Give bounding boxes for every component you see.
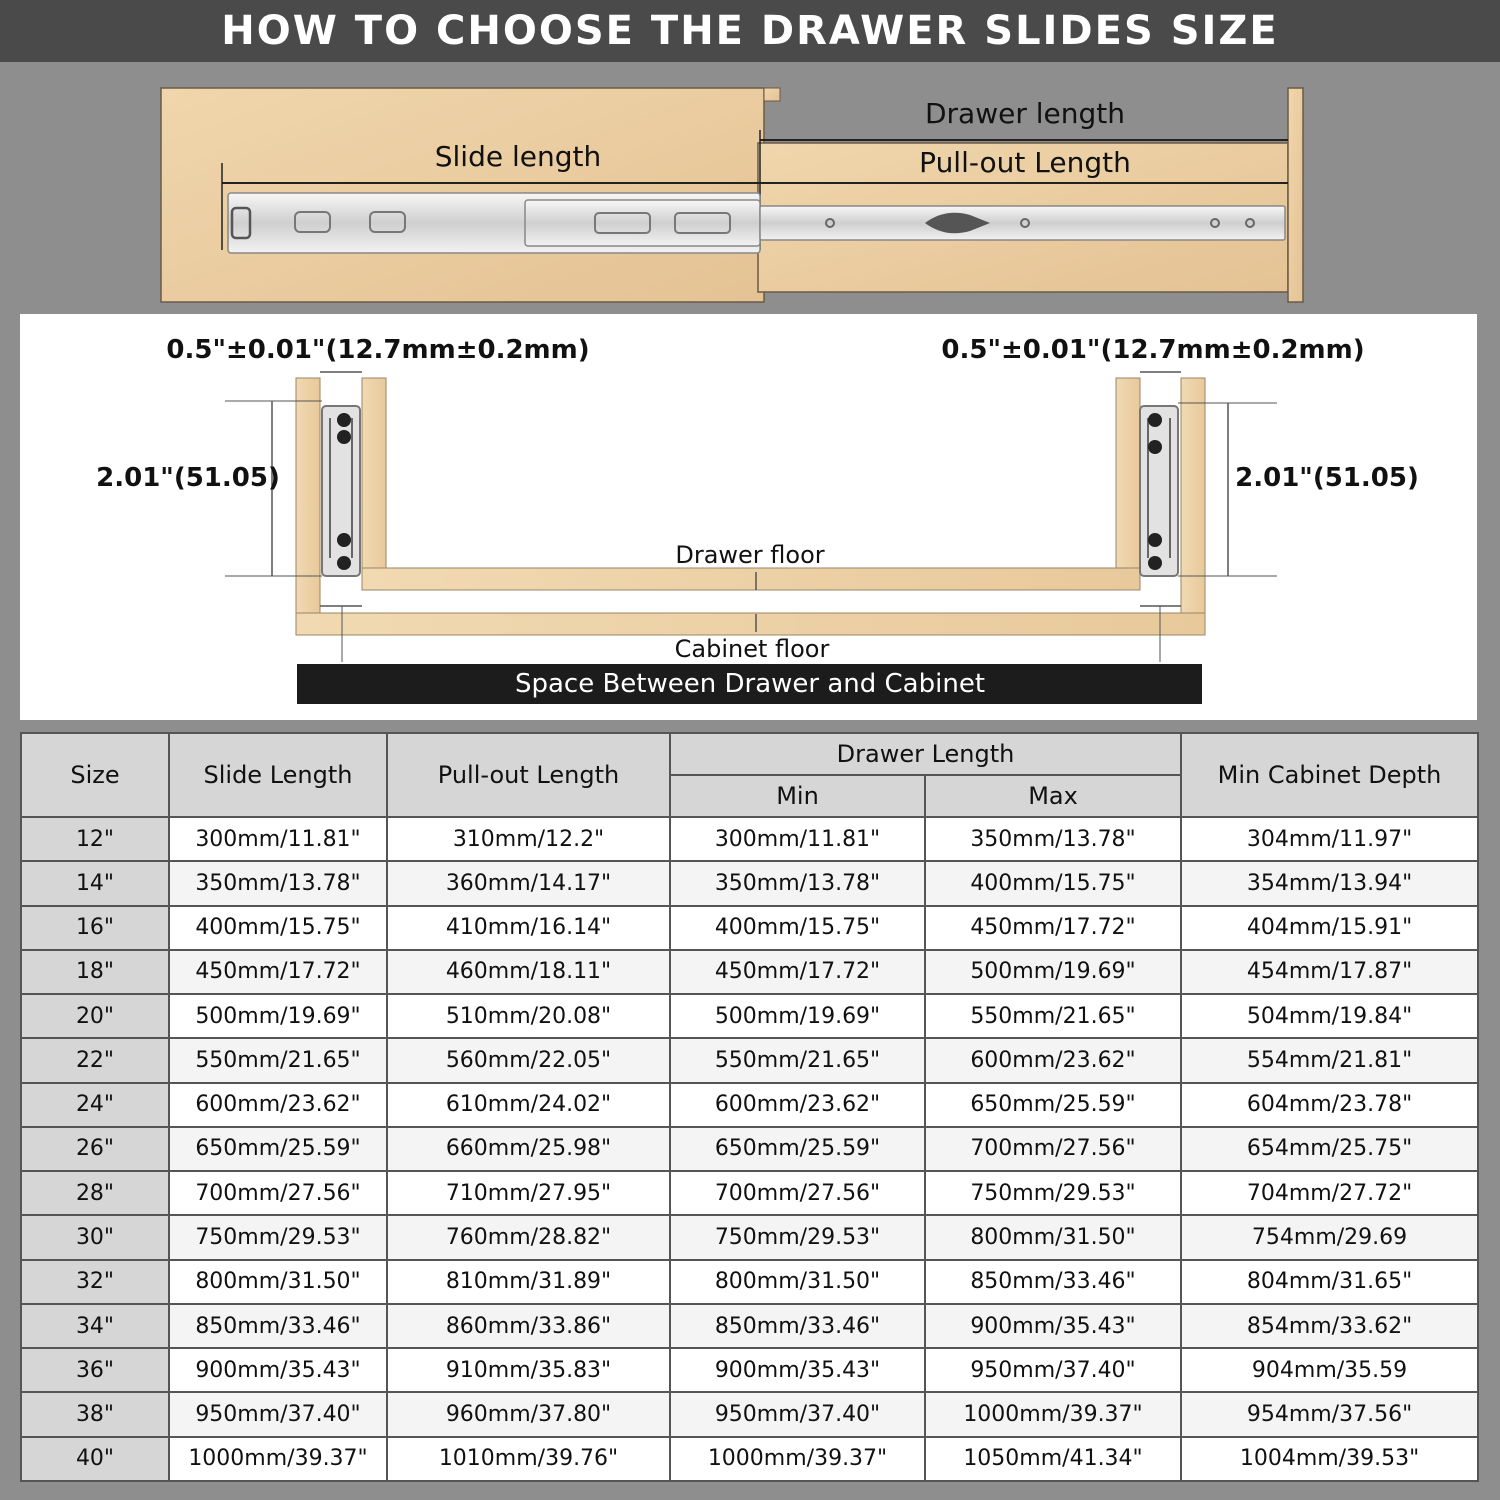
table-cell: 304mm/11.97" [1181, 817, 1478, 861]
table-cell: 700mm/27.56" [169, 1171, 387, 1215]
table-row [21, 1127, 1478, 1171]
drawer-floor-label: Drawer floor [675, 541, 825, 569]
table-cell: 960mm/37.80" [387, 1392, 670, 1436]
table-cell: 1000mm/39.37" [670, 1437, 925, 1481]
table-cell: 460mm/18.11" [387, 950, 670, 994]
space-bar-label: Space Between Drawer and Cabinet [514, 669, 986, 699]
cabinet-floor [296, 613, 1205, 635]
size-cell: 26" [21, 1127, 169, 1171]
right-height-label: 2.01"(51.05) [1235, 463, 1419, 493]
table-cell: 704mm/27.72" [1181, 1171, 1478, 1215]
table-cell: 900mm/35.43" [169, 1348, 387, 1392]
table-cell: 800mm/31.50" [670, 1260, 925, 1304]
slide-extension-diagram [0, 62, 1500, 314]
size-cell: 16" [21, 906, 169, 950]
table-cell: 450mm/17.72" [925, 906, 1181, 950]
table-row [21, 1215, 1478, 1259]
table-cell: 650mm/25.59" [925, 1083, 1181, 1127]
drawer-left-wall [362, 378, 386, 590]
right-slide [1140, 406, 1178, 576]
drawer-right-wall [1116, 378, 1140, 590]
table-cell: 804mm/31.65" [1181, 1260, 1478, 1304]
table-row [21, 817, 1478, 861]
table-cell: 400mm/15.75" [670, 906, 925, 950]
table-row [21, 1437, 1478, 1481]
table-cell: 854mm/33.62" [1181, 1304, 1478, 1348]
table-cell: 600mm/23.62" [169, 1083, 387, 1127]
table-cell: 650mm/25.59" [169, 1127, 387, 1171]
size-cell: 24" [21, 1083, 169, 1127]
table-cell: 400mm/15.75" [169, 906, 387, 950]
table-row [21, 906, 1478, 950]
cabinet-right-wall [1181, 378, 1205, 635]
left-gap-label: 0.5"±0.01"(12.7mm±0.2mm) [166, 335, 590, 365]
table-cell: 600mm/23.62" [670, 1083, 925, 1127]
table-cell: 1000mm/39.37" [169, 1437, 387, 1481]
table-cell: 1004mm/39.53" [1181, 1437, 1478, 1481]
table-cell: 1010mm/39.76" [387, 1437, 670, 1481]
table-cell: 910mm/35.83" [387, 1348, 670, 1392]
table-cell: 550mm/21.65" [169, 1038, 387, 1082]
table-row [21, 1038, 1478, 1082]
cabinet-floor-label: Cabinet floor [674, 635, 830, 663]
table-cell: 550mm/21.65" [670, 1038, 925, 1082]
table-cell: 300mm/11.81" [670, 817, 925, 861]
table-cell: 750mm/29.53" [925, 1171, 1181, 1215]
table-row [21, 950, 1478, 994]
middle-rail [525, 200, 760, 246]
table-cell: 700mm/27.56" [925, 1127, 1181, 1171]
table-cell: 354mm/13.94" [1181, 861, 1478, 905]
table-row [21, 1304, 1478, 1348]
size-cell: 22" [21, 1038, 169, 1082]
table-cell: 754mm/29.69 [1181, 1215, 1478, 1259]
header-size: Size [21, 733, 169, 817]
table-cell: 904mm/35.59 [1181, 1348, 1478, 1392]
table-cell: 1000mm/39.37" [925, 1392, 1181, 1436]
table-cell: 410mm/16.14" [387, 906, 670, 950]
table-cell: 610mm/24.02" [387, 1083, 670, 1127]
table-row [21, 1171, 1478, 1215]
size-cell: 38" [21, 1392, 169, 1436]
size-table [20, 732, 1479, 1482]
cabinet-left-wall [296, 378, 320, 635]
table-cell: 650mm/25.59" [670, 1127, 925, 1171]
table-cell: 500mm/19.69" [670, 994, 925, 1038]
size-cell: 14" [21, 861, 169, 905]
table-cell: 500mm/19.69" [169, 994, 387, 1038]
table-cell: 554mm/21.81" [1181, 1038, 1478, 1082]
drawer-floor [362, 568, 1140, 590]
size-table-container [20, 732, 1477, 1482]
inner-rail [760, 206, 1285, 240]
table-row [21, 1348, 1478, 1392]
table-cell: 950mm/37.40" [670, 1392, 925, 1436]
table-cell: 560mm/22.05" [387, 1038, 670, 1082]
right-gap-label: 0.5"±0.01"(12.7mm±0.2mm) [941, 335, 1365, 365]
table-cell: 710mm/27.95" [387, 1171, 670, 1215]
table-cell: 360mm/14.17" [387, 861, 670, 905]
table-cell: 1050mm/41.34" [925, 1437, 1181, 1481]
table-cell: 550mm/21.65" [925, 994, 1181, 1038]
size-cell: 36" [21, 1348, 169, 1392]
size-cell: 12" [21, 817, 169, 861]
left-height-label: 2.01"(51.05) [96, 463, 280, 493]
table-body [21, 817, 1478, 1481]
table-row [21, 1083, 1478, 1127]
table-cell: 600mm/23.62" [925, 1038, 1181, 1082]
table-cell: 350mm/13.78" [925, 817, 1181, 861]
table-row [21, 861, 1478, 905]
header-slide-length: Slide Length [169, 733, 387, 817]
table-cell: 760mm/28.82" [387, 1215, 670, 1259]
table-cell: 850mm/33.46" [169, 1304, 387, 1348]
table-cell: 510mm/20.08" [387, 994, 670, 1038]
size-cell: 34" [21, 1304, 169, 1348]
table-cell: 500mm/19.69" [925, 950, 1181, 994]
table-cell: 400mm/15.75" [925, 861, 1181, 905]
table-cell: 800mm/31.50" [925, 1215, 1181, 1259]
table-cell: 810mm/31.89" [387, 1260, 670, 1304]
size-cell: 20" [21, 994, 169, 1038]
header-max: Max [925, 775, 1181, 817]
table-row [21, 1392, 1478, 1436]
table-cell: 310mm/12.2" [387, 817, 670, 861]
table-cell: 750mm/29.53" [670, 1215, 925, 1259]
table-cell: 300mm/11.81" [169, 817, 387, 861]
size-cell: 18" [21, 950, 169, 994]
size-cell: 28" [21, 1171, 169, 1215]
table-row [21, 994, 1478, 1038]
table-cell: 660mm/25.98" [387, 1127, 670, 1171]
table-cell: 750mm/29.53" [169, 1215, 387, 1259]
table-cell: 450mm/17.72" [670, 950, 925, 994]
left-slide [322, 406, 360, 576]
header-min-cabinet-depth: Min Cabinet Depth [1181, 733, 1478, 817]
header-min: Min [670, 775, 925, 817]
table-cell: 850mm/33.46" [925, 1260, 1181, 1304]
drawer-front [1288, 88, 1303, 302]
size-cell: 32" [21, 1260, 169, 1304]
table-cell: 950mm/37.40" [169, 1392, 387, 1436]
header-drawer-length: Drawer Length [670, 733, 1181, 775]
size-cell: 40" [21, 1437, 169, 1481]
table-row [21, 1260, 1478, 1304]
table-cell: 350mm/13.78" [169, 861, 387, 905]
table-cell: 350mm/13.78" [670, 861, 925, 905]
table-cell: 454mm/17.87" [1181, 950, 1478, 994]
slide-length-label: Slide length [434, 140, 602, 173]
drawer-length-label: Drawer length [924, 97, 1126, 130]
table-cell: 900mm/35.43" [925, 1304, 1181, 1348]
cross-section-diagram [20, 314, 1477, 720]
table-cell: 450mm/17.72" [169, 950, 387, 994]
table-cell: 954mm/37.56" [1181, 1392, 1478, 1436]
table-cell: 860mm/33.86" [387, 1304, 670, 1348]
header-pullout-length: Pull-out Length [387, 733, 670, 817]
table-cell: 504mm/19.84" [1181, 994, 1478, 1038]
table-cell: 950mm/37.40" [925, 1348, 1181, 1392]
table-cell: 700mm/27.56" [670, 1171, 925, 1215]
table-cell: 404mm/15.91" [1181, 906, 1478, 950]
page-title: HOW TO CHOOSE THE DRAWER SLIDES SIZE [0, 0, 1500, 62]
table-cell: 604mm/23.78" [1181, 1083, 1478, 1127]
table-cell: 800mm/31.50" [169, 1260, 387, 1304]
table-cell: 900mm/35.43" [670, 1348, 925, 1392]
pullout-length-label: Pull-out Length [919, 146, 1131, 179]
table-cell: 654mm/25.75" [1181, 1127, 1478, 1171]
size-cell: 30" [21, 1215, 169, 1259]
table-cell: 850mm/33.46" [670, 1304, 925, 1348]
